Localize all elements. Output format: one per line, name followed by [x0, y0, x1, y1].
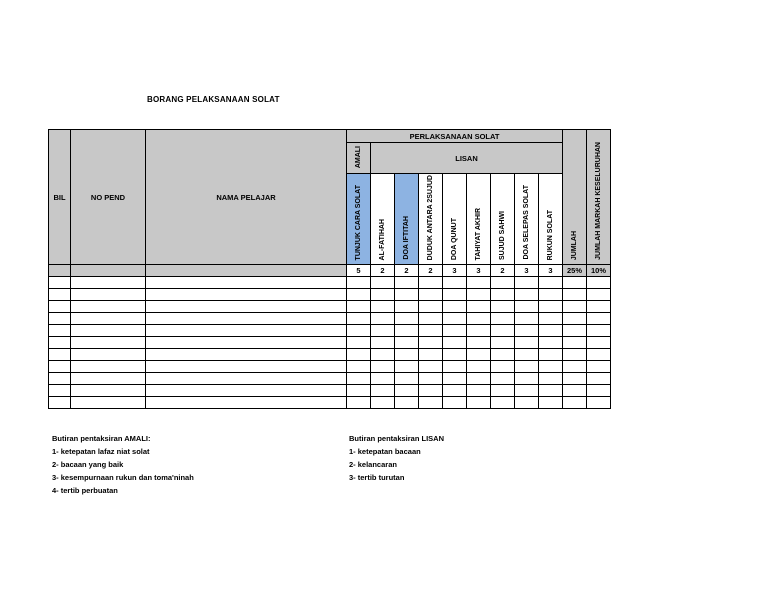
- table-cell[interactable]: [515, 385, 539, 397]
- notes-amali-item: 1- ketepatan lafaz niat solat: [52, 447, 150, 456]
- table-cell[interactable]: [71, 385, 146, 397]
- column-header: [371, 174, 395, 265]
- table-cell[interactable]: [563, 289, 587, 301]
- form-title: BORANG PELAKSANAAN SOLAT: [147, 95, 280, 104]
- table-cell[interactable]: [347, 337, 371, 349]
- table-cell[interactable]: [347, 397, 371, 409]
- header-bil: BIL: [49, 130, 71, 265]
- student-rows: [49, 277, 611, 409]
- table-cell[interactable]: [515, 361, 539, 373]
- header-no-pend: NO PEND: [71, 130, 146, 265]
- assessment-table: [48, 129, 611, 409]
- table-cell[interactable]: [347, 325, 371, 337]
- table-cell[interactable]: [347, 313, 371, 325]
- table-cell[interactable]: [587, 313, 611, 325]
- table-cell[interactable]: [539, 337, 563, 349]
- column-label: DOA IFTITAH: [403, 216, 410, 260]
- table-cell[interactable]: [419, 301, 443, 313]
- table-cell[interactable]: [347, 277, 371, 289]
- table-cell[interactable]: [443, 277, 467, 289]
- header-amali: [347, 143, 371, 174]
- mark-value: 5: [347, 265, 371, 277]
- table-cell[interactable]: [539, 277, 563, 289]
- table-cell[interactable]: [371, 313, 395, 325]
- table-cell[interactable]: [587, 349, 611, 361]
- table-cell[interactable]: [563, 313, 587, 325]
- table-cell[interactable]: [587, 301, 611, 313]
- column-header: [443, 174, 467, 265]
- table-cell[interactable]: [71, 397, 146, 409]
- table-cell[interactable]: [146, 397, 347, 409]
- table-row: [49, 397, 611, 409]
- table-cell[interactable]: [467, 385, 491, 397]
- table-cell[interactable]: [419, 385, 443, 397]
- table-cell[interactable]: [515, 277, 539, 289]
- table-cell[interactable]: [146, 337, 347, 349]
- table-cell[interactable]: [563, 349, 587, 361]
- table-cell[interactable]: [515, 349, 539, 361]
- table-cell[interactable]: [71, 337, 146, 349]
- table-cell[interactable]: [467, 373, 491, 385]
- table-cell[interactable]: [71, 349, 146, 361]
- table-cell[interactable]: [71, 277, 146, 289]
- table-cell[interactable]: [49, 397, 71, 409]
- table-cell[interactable]: [371, 349, 395, 361]
- column-label: AL-FATIHAH: [379, 218, 386, 260]
- column-label: RUKUN SOLAT: [547, 209, 554, 260]
- table-cell[interactable]: [419, 337, 443, 349]
- column-label: DOA QUNUT: [451, 217, 458, 260]
- table-cell[interactable]: [515, 325, 539, 337]
- table-cell[interactable]: [491, 385, 515, 397]
- marks-empty: [71, 265, 146, 277]
- table-cell[interactable]: [443, 301, 467, 313]
- table-cell[interactable]: [587, 397, 611, 409]
- table-cell[interactable]: [587, 337, 611, 349]
- header-amali-label: AMALI: [355, 145, 362, 169]
- table-cell[interactable]: [491, 277, 515, 289]
- table-cell[interactable]: [443, 349, 467, 361]
- table-cell[interactable]: [443, 313, 467, 325]
- table-cell[interactable]: [419, 277, 443, 289]
- notes-amali: [52, 432, 194, 497]
- table-row: [49, 337, 611, 349]
- table-cell[interactable]: [71, 373, 146, 385]
- table-cell[interactable]: [395, 301, 419, 313]
- keseluruhan-mark: 10%: [587, 265, 611, 277]
- table-cell[interactable]: [515, 289, 539, 301]
- table-cell[interactable]: [146, 385, 347, 397]
- table-cell[interactable]: [491, 373, 515, 385]
- table-cell[interactable]: [371, 385, 395, 397]
- table-cell[interactable]: [467, 301, 491, 313]
- table-cell[interactable]: [146, 373, 347, 385]
- table-cell[interactable]: [419, 361, 443, 373]
- column-label: TAHIYAT AKHIR: [475, 207, 482, 260]
- table-cell[interactable]: [347, 349, 371, 361]
- table-cell[interactable]: [539, 361, 563, 373]
- table-cell[interactable]: [146, 277, 347, 289]
- mark-value: 3: [467, 265, 491, 277]
- table-cell[interactable]: [395, 325, 419, 337]
- mark-value: 3: [443, 265, 467, 277]
- column-label: DUDUK ANTARA 2SUJUD: [427, 174, 434, 260]
- table-cell[interactable]: [443, 325, 467, 337]
- table-cell[interactable]: [467, 361, 491, 373]
- table-cell[interactable]: [443, 337, 467, 349]
- marks-empty: [49, 265, 71, 277]
- table-cell[interactable]: [587, 385, 611, 397]
- table-cell[interactable]: [49, 361, 71, 373]
- notes-lisan-heading: Butiran pentaksiran LISAN: [349, 434, 445, 443]
- table-cell[interactable]: [539, 385, 563, 397]
- table-cell[interactable]: [347, 301, 371, 313]
- table-cell[interactable]: [49, 277, 71, 289]
- table-cell[interactable]: [146, 361, 347, 373]
- table-cell[interactable]: [563, 277, 587, 289]
- table-cell[interactable]: [71, 313, 146, 325]
- table-cell[interactable]: [515, 337, 539, 349]
- header-perlaksanaan: PERLAKSANAAN SOLAT: [347, 130, 563, 143]
- table-cell[interactable]: [49, 325, 71, 337]
- table-cell[interactable]: [539, 397, 563, 409]
- table-cell[interactable]: [539, 301, 563, 313]
- table-cell[interactable]: [491, 289, 515, 301]
- mark-value: 2: [419, 265, 443, 277]
- table-cell[interactable]: [395, 385, 419, 397]
- table-cell[interactable]: [49, 289, 71, 301]
- table-cell[interactable]: [49, 313, 71, 325]
- mark-value: 2: [395, 265, 419, 277]
- table-cell[interactable]: [443, 397, 467, 409]
- column-label: DOA SELEPAS SOLAT: [523, 185, 530, 260]
- table-cell[interactable]: [539, 325, 563, 337]
- table-cell[interactable]: [491, 337, 515, 349]
- table-cell[interactable]: [491, 301, 515, 313]
- table-row: [49, 373, 611, 385]
- table-cell[interactable]: [563, 325, 587, 337]
- table-cell[interactable]: [491, 349, 515, 361]
- table-cell[interactable]: [443, 385, 467, 397]
- table-cell[interactable]: [71, 289, 146, 301]
- table-cell[interactable]: [563, 373, 587, 385]
- table-cell[interactable]: [563, 361, 587, 373]
- table-cell[interactable]: [491, 313, 515, 325]
- table-cell[interactable]: [146, 313, 347, 325]
- table-cell[interactable]: [419, 289, 443, 301]
- table-cell[interactable]: [395, 337, 419, 349]
- table-cell[interactable]: [419, 397, 443, 409]
- table-cell[interactable]: [146, 289, 347, 301]
- table-row: [49, 301, 611, 313]
- table-cell[interactable]: [539, 373, 563, 385]
- table-cell[interactable]: [71, 325, 146, 337]
- table-cell[interactable]: [491, 397, 515, 409]
- table-cell[interactable]: [467, 277, 491, 289]
- mark-value: 2: [371, 265, 395, 277]
- column-header: [491, 174, 515, 265]
- table-cell[interactable]: [515, 397, 539, 409]
- table-cell[interactable]: [515, 301, 539, 313]
- table-cell[interactable]: [587, 361, 611, 373]
- table-cell[interactable]: [49, 349, 71, 361]
- table-cell[interactable]: [467, 313, 491, 325]
- table-cell[interactable]: [146, 325, 347, 337]
- table-cell[interactable]: [395, 289, 419, 301]
- table-cell[interactable]: [71, 301, 146, 313]
- column-header: [467, 174, 491, 265]
- table-cell[interactable]: [146, 349, 347, 361]
- table-cell[interactable]: [563, 337, 587, 349]
- table-cell[interactable]: [563, 397, 587, 409]
- table-cell[interactable]: [371, 361, 395, 373]
- table-cell[interactable]: [419, 325, 443, 337]
- column-header: [419, 174, 443, 265]
- table-cell[interactable]: [587, 277, 611, 289]
- notes-lisan-item: 2- kelancaran: [349, 460, 397, 469]
- table-cell[interactable]: [419, 313, 443, 325]
- table-cell[interactable]: [395, 373, 419, 385]
- table-cell[interactable]: [371, 277, 395, 289]
- header-keseluruhan: [587, 130, 611, 265]
- table-cell[interactable]: [371, 373, 395, 385]
- table-cell[interactable]: [539, 289, 563, 301]
- table-cell[interactable]: [49, 373, 71, 385]
- table-cell[interactable]: [515, 373, 539, 385]
- table-cell[interactable]: [515, 313, 539, 325]
- column-header: [515, 174, 539, 265]
- notes-amali-item: 2- bacaan yang baik: [52, 460, 124, 469]
- header-jumlah: [563, 130, 587, 265]
- notes-lisan-item: 3- tertib turutan: [349, 473, 405, 482]
- table-cell[interactable]: [371, 325, 395, 337]
- table-cell[interactable]: [49, 385, 71, 397]
- table-cell[interactable]: [347, 385, 371, 397]
- column-label: TUNJUK CARA SOLAT: [355, 184, 362, 260]
- table-cell[interactable]: [491, 361, 515, 373]
- table-row: [49, 313, 611, 325]
- mark-value: 3: [515, 265, 539, 277]
- table-cell[interactable]: [587, 373, 611, 385]
- table-cell[interactable]: [71, 361, 146, 373]
- table-cell[interactable]: [467, 289, 491, 301]
- notes-amali-item: 3- kesempurnaan rukun dan toma'ninah: [52, 473, 194, 482]
- table-cell[interactable]: [49, 301, 71, 313]
- table-cell[interactable]: [467, 349, 491, 361]
- table-row: [49, 277, 611, 289]
- table-row: [49, 325, 611, 337]
- table-cell[interactable]: [419, 349, 443, 361]
- table-cell[interactable]: [587, 289, 611, 301]
- table-cell[interactable]: [467, 397, 491, 409]
- header-nama-pelajar: NAMA PELAJAR: [146, 130, 347, 265]
- table-cell[interactable]: [395, 349, 419, 361]
- table-cell[interactable]: [347, 289, 371, 301]
- notes-lisan-item: 1- ketepatan bacaan: [349, 447, 421, 456]
- table-cell[interactable]: [395, 397, 419, 409]
- notes-amali-heading: Butiran pentaksiran AMALI:: [52, 434, 151, 443]
- notes-amali-item: 4- tertib perbuatan: [52, 486, 118, 495]
- header-lisan: LISAN: [371, 143, 563, 174]
- table-cell[interactable]: [563, 301, 587, 313]
- notes-lisan: [349, 432, 444, 484]
- table-cell[interactable]: [539, 349, 563, 361]
- table-cell[interactable]: [347, 361, 371, 373]
- table-cell[interactable]: [371, 301, 395, 313]
- table-cell[interactable]: [539, 313, 563, 325]
- table-cell[interactable]: [467, 337, 491, 349]
- table-cell[interactable]: [49, 337, 71, 349]
- table-cell[interactable]: [371, 337, 395, 349]
- column-header: [347, 174, 371, 265]
- table-cell[interactable]: [395, 313, 419, 325]
- marks-empty: [146, 265, 347, 277]
- column-header: [539, 174, 563, 265]
- table-row: [49, 289, 611, 301]
- header-jumlah-label: JUMLAH: [571, 230, 578, 260]
- table-cell[interactable]: [371, 397, 395, 409]
- table-cell[interactable]: [563, 385, 587, 397]
- column-label: SUJUD SAHWI: [499, 210, 506, 260]
- table-row: [49, 349, 611, 361]
- column-header: [395, 174, 419, 265]
- table-cell[interactable]: [347, 373, 371, 385]
- table-cell[interactable]: [419, 373, 443, 385]
- header-keseluruhan-label: JUMLAH MARKAH KESELURUHAN: [595, 142, 602, 260]
- table-row: [49, 385, 611, 397]
- table-cell[interactable]: [395, 361, 419, 373]
- table-cell[interactable]: [371, 289, 395, 301]
- table-cell[interactable]: [395, 277, 419, 289]
- table-cell[interactable]: [146, 301, 347, 313]
- table-cell[interactable]: [467, 325, 491, 337]
- table-row: [49, 361, 611, 373]
- mark-value: 2: [491, 265, 515, 277]
- table-cell[interactable]: [491, 325, 515, 337]
- mark-value: 3: [539, 265, 563, 277]
- table-cell[interactable]: [443, 361, 467, 373]
- table-cell[interactable]: [587, 325, 611, 337]
- table-cell[interactable]: [443, 373, 467, 385]
- table-cell[interactable]: [443, 289, 467, 301]
- jumlah-mark: 25%: [563, 265, 587, 277]
